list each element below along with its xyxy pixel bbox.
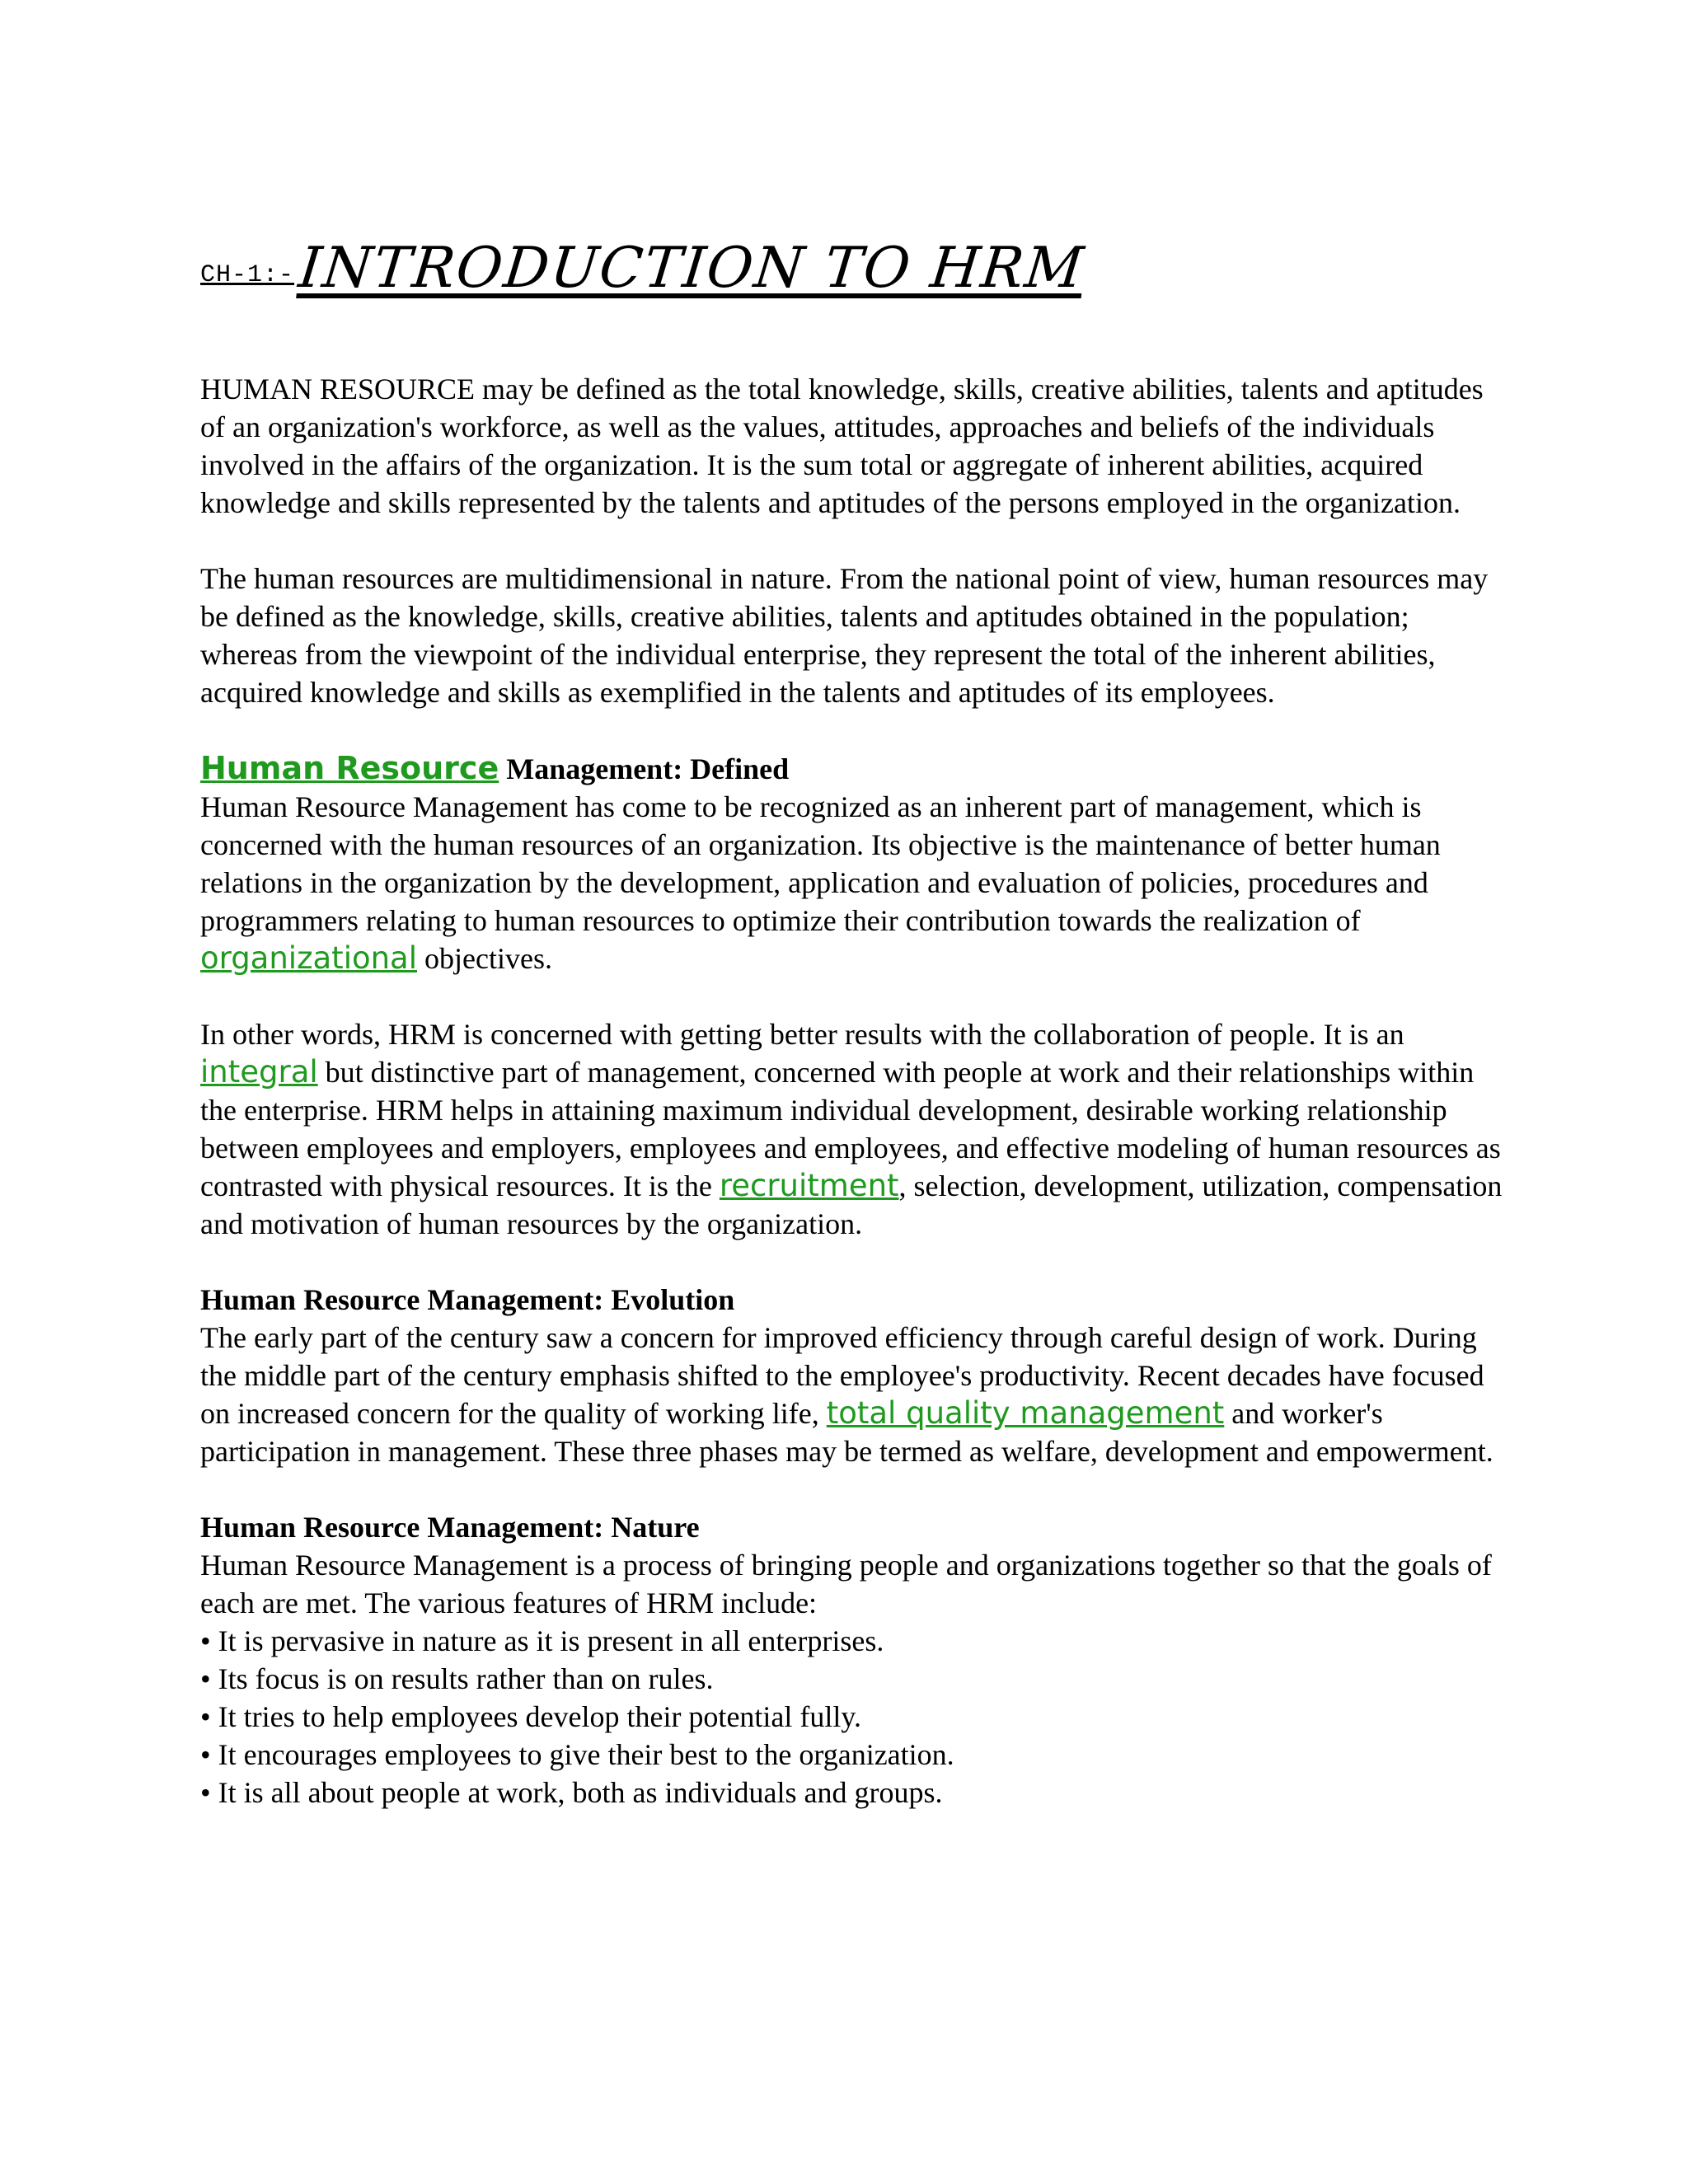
total-quality-management-link[interactable]: total quality management [826,1395,1225,1431]
integral-link[interactable]: integral [200,1054,318,1090]
defined-paragraph-2 [200,1015,1503,1243]
nature-bullet: • It tries to help employees develop their potential fully. [200,1700,862,1733]
nature-bullet: • It is all about people at work, both as individuals and groups. [200,1776,943,1809]
defined-section [200,749,1503,977]
defined-paragraph-2-end: , selection, development, utilization, compensation and motivation of human resources by the organization. [200,1169,1503,1240]
intro-paragraph-2: The human resources are multidimensional in nature. From the national point of view, human resources may be defined as the knowledge, skills, creative abilities, talents and aptitudes obtained in the population; whereas from the viewpoint of the individual enterprise, they represent the total of the inherent abilities, acquired knowledge and skills as exemplified in the talents and aptitudes of its employees. [200,562,1489,709]
intro-paragraph-1: HUMAN RESOURCE may be defined as the total knowledge, skills, creative abilities, talents and aptitudes of an organization's workforce, as well as the values, attitudes, approaches and beliefs of the individuals involved in the affairs of the organization. It is the sum total or aggregate of inherent abilities, acquired knowledge and skills represented by the talents and aptitudes of the persons employed in the organization. [200,373,1484,519]
evolution-text-start: The early part of the century saw a concern for improved efficiency through careful design of work. During the middle part of the century emphasis shifted to the employee's productivity. Recent decades have focused on increased concern for the quality of working life, [200,1321,1484,1430]
defined-heading-text: Management: Defined [499,752,790,785]
defined-paragraph-1-end: objectives. [417,942,552,975]
defined-paragraph-1-start: Human Resource Management has come to be recognized as an inherent part of management, which is concerned with the human resources of an organization. Its objective is the maintenance of better human relations in the organization by the development, application and evaluation of policies, procedures and programmers relating to human resources to optimize their contribution towards the realization of [200,790,1441,937]
organizational-link[interactable]: organizational [200,940,418,976]
chapter-title: INTRODUCTION TO HRM [295,236,1088,301]
document-body [200,370,1503,1811]
nature-section [200,1508,1503,1811]
nature-heading: Human Resource Management: Nature [200,1511,700,1544]
defined-paragraph-2-start: In other words, HRM is concerned with getting better results with the collaboration of people. It is an [200,1018,1404,1051]
evolution-heading: Human Resource Management: Evolution [200,1283,735,1316]
document-page [200,210,1503,1849]
nature-bullet: • It is pervasive in nature as it is present in all enterprises. [200,1624,884,1657]
chapter-heading [200,210,1503,301]
nature-intro: Human Resource Management is a process of bringing people and organizations together so that the goals of each are met. The various features of HRM include: [200,1549,1492,1619]
nature-bullet: • Its focus is on results rather than on rules. [200,1662,714,1695]
defined-paragraph-2-mid: but distinctive part of management, concerned with people at work and their relationships within the enterprise. HRM helps in attaining maximum individual development, desirable working relationship between employees and employers, employees and employees, and effective modeling of human resources as contrasted with physical resources. It is the [200,1056,1501,1202]
recruitment-link[interactable]: recruitment [719,1168,899,1203]
evolution-section [200,1281,1503,1470]
chapter-prefix: CH-1:- [200,261,295,289]
human-resource-link[interactable]: Human Resource [200,750,499,786]
evolution-text-end: and worker's participation in management. These three phases may be termed as welfare, development and empowerment. [200,1397,1493,1468]
nature-bullet: • It encourages employees to give their best to the organization. [200,1738,954,1771]
